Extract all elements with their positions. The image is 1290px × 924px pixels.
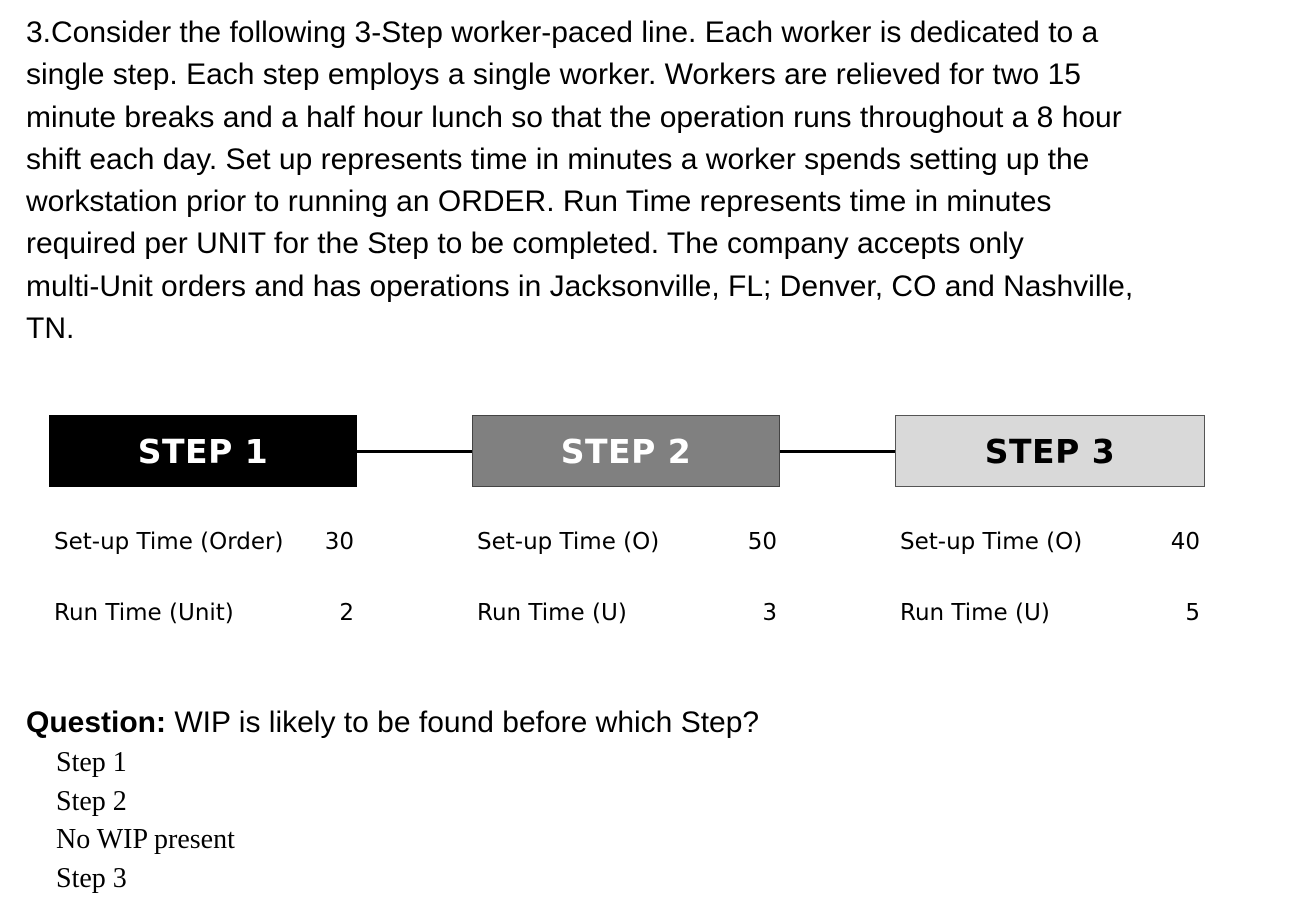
- step-1-box: STEP 1: [49, 415, 357, 487]
- problem-line: shift each day. Set up represents time in minutes a worker spends setting up the: [26, 142, 1090, 176]
- problem-line: single step. Each step employs a single worker. Workers are relieved for two 15: [26, 58, 1081, 92]
- problem-line: minute breaks and a half hour lunch so that the operation runs throughout a 8 hour: [26, 100, 1122, 134]
- problem-statement: [26, 12, 1266, 350]
- answer-option[interactable]: Step 1: [56, 747, 127, 778]
- step-3-setup-label: Set-up Time (O): [900, 529, 1083, 555]
- question-label: Question:: [26, 706, 166, 739]
- answer-option[interactable]: Step 2: [56, 785, 127, 817]
- answer-options: [56, 744, 235, 898]
- step-2-run-label: Run Time (U): [477, 600, 627, 626]
- problem-line: TN.: [26, 312, 75, 346]
- step-1-setup-value: 30: [324, 529, 354, 555]
- question-text: WIP is likely to be found before which Step?: [166, 706, 760, 739]
- step-1-run-value: 2: [339, 600, 354, 626]
- problem-line: multi-Unit orders and has operations in Jacksonville, FL; Denver, CO and Nashville,: [26, 269, 1134, 303]
- answer-option[interactable]: No WIP present: [56, 824, 235, 855]
- answer-option[interactable]: Step 3: [56, 862, 127, 894]
- problem-line: 3.Consider the following 3-Step worker-paced line. Each worker is dedicated to a: [26, 16, 1099, 49]
- step-1-setup-label: Set-up Time (Order): [54, 529, 284, 555]
- problem-line: workstation prior to running an ORDER. Run Time represents time in minutes: [26, 185, 1052, 219]
- question: [26, 704, 759, 742]
- step-1-run-label: Run Time (Unit): [54, 600, 234, 626]
- connector-step-2-3: [780, 450, 896, 453]
- step-3-box: STEP 3: [895, 415, 1205, 487]
- step-3-run-value: 5: [1185, 600, 1200, 626]
- step-3-setup-value: 40: [1170, 529, 1200, 555]
- step-2-setup-value: 50: [747, 529, 777, 555]
- step-2-run-value: 3: [762, 600, 777, 626]
- problem-line: required per UNIT for the Step to be completed. The company accepts only: [26, 227, 1024, 261]
- step-2-setup-label: Set-up Time (O): [477, 529, 660, 555]
- step-2-box: STEP 2: [472, 415, 780, 487]
- connector-step-1-2: [357, 450, 473, 453]
- step-3-run-label: Run Time (U): [900, 600, 1050, 626]
